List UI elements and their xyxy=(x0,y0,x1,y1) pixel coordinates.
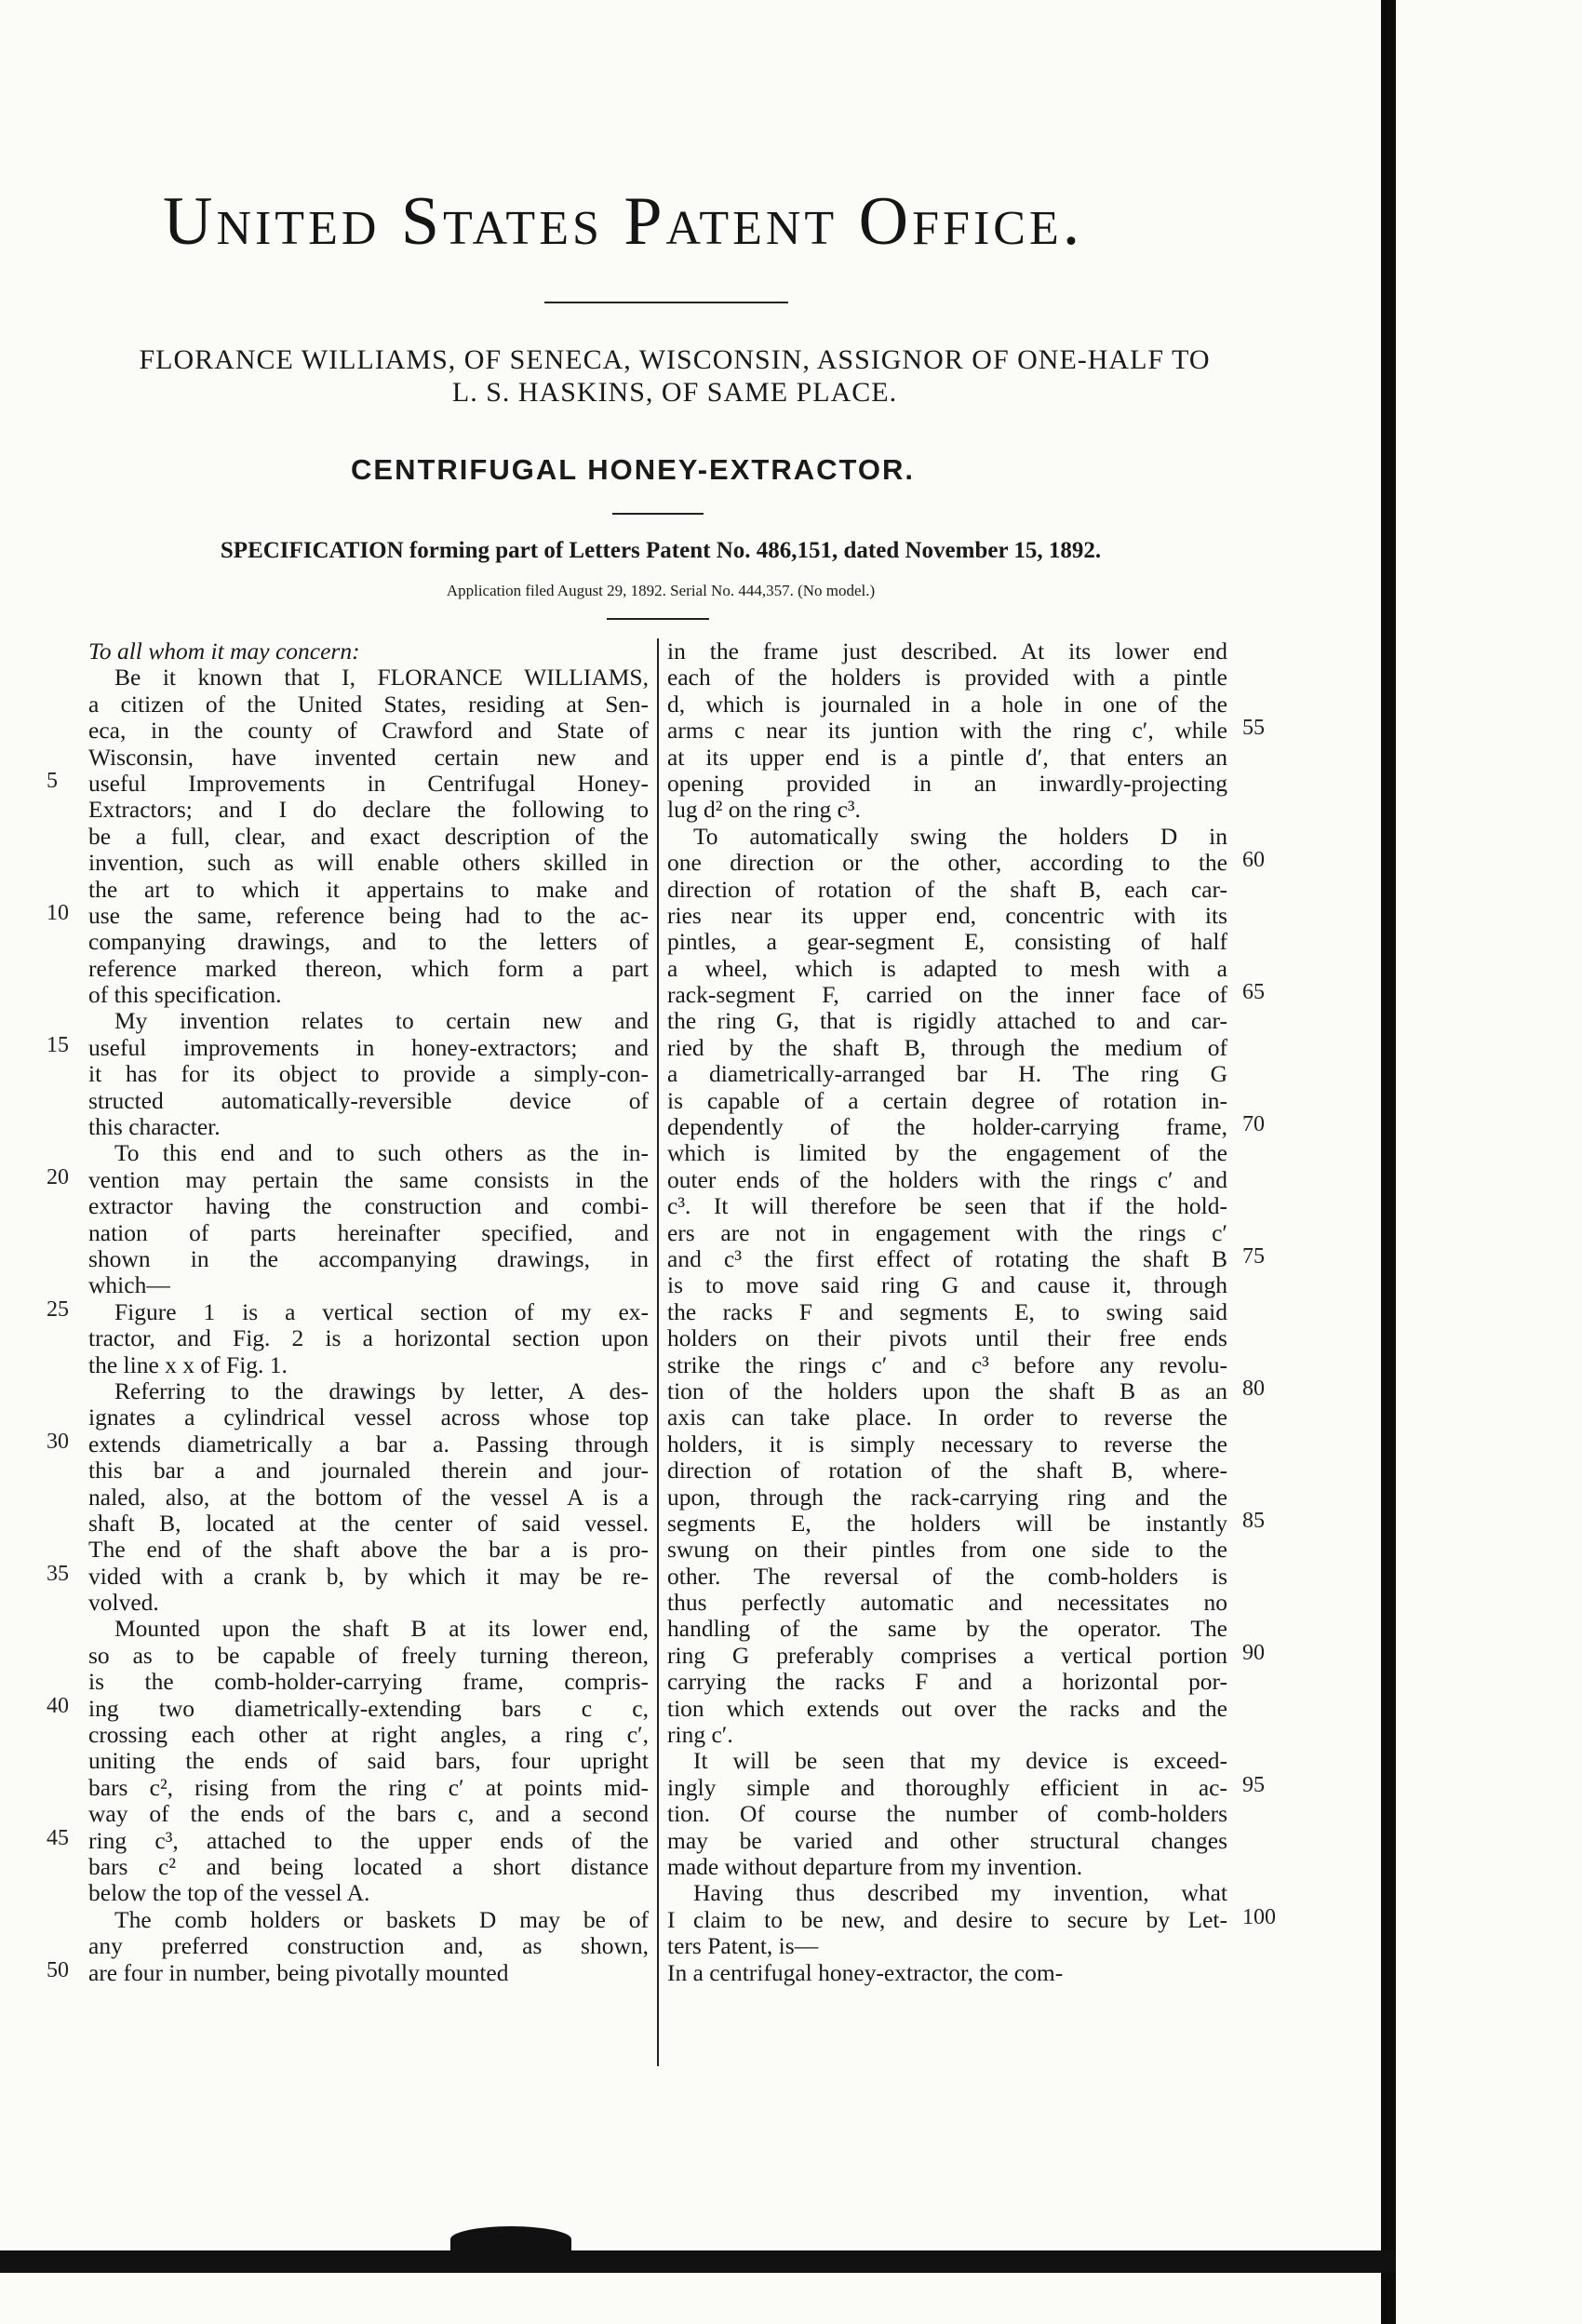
text-line: be a full, clear, and exact description of the xyxy=(88,822,649,850)
inventor-line-1: FLORANCE WILLIAMS, OF SENECA, WISCONSIN, ASSIGNOR OF ONE-HALF TO xyxy=(139,344,1211,375)
text-line: ters Patent, is— xyxy=(667,1932,819,1960)
line-number: 35 xyxy=(47,1562,69,1586)
text-line: opening provided in an inwardly-projecting xyxy=(667,769,1227,797)
line-number: 40 xyxy=(47,1694,69,1718)
text-line: upon, through the rack-carrying ring and the xyxy=(667,1483,1227,1511)
text-line: invention, such as will enable others skilled in xyxy=(88,849,649,877)
text-line: the racks F and segments E, to swing said xyxy=(667,1297,1227,1325)
line-number: 15 xyxy=(47,1033,69,1057)
text-line: nation of parts hereinafter specified, and xyxy=(88,1218,649,1246)
text-line: naled, also, at the bottom of the vessel A is a xyxy=(88,1483,649,1511)
text-line: tractor, and Fig. 2 is a horizontal section upon xyxy=(88,1324,649,1352)
text-line: bars c² and being located a short distance xyxy=(88,1852,649,1880)
text-line: ried by the shaft B, through the medium of xyxy=(667,1033,1227,1061)
text-line: useful Improvements in Centrifugal Honey- xyxy=(88,769,649,797)
text-line: one direction or the other, according to the xyxy=(667,849,1227,877)
text-line: is capable of a certain degree of rotation in- xyxy=(667,1086,1227,1114)
text-line: Figure 1 is a vertical section of my ex- xyxy=(114,1297,649,1325)
text-line: ring G preferably comprises a vertical portion xyxy=(667,1641,1227,1669)
text-line: holders on their pivots until their free ends xyxy=(667,1324,1227,1352)
text-line: rack-segment F, carried on the inner face of xyxy=(667,981,1227,1009)
subtitle-rule xyxy=(612,513,704,515)
line-number: 10 xyxy=(47,901,69,925)
text-line: Mounted upon the shaft B at its lower end, xyxy=(114,1615,649,1643)
line-number: 75 xyxy=(1242,1244,1265,1269)
text-line: ries near its upper end, concentric with its xyxy=(667,901,1227,929)
text-line: Be it known that I, FLORANCE WILLIAMS, xyxy=(114,664,649,692)
line-number: 70 xyxy=(1242,1112,1265,1137)
text-line: ring c³, attached to the upper ends of the xyxy=(88,1826,649,1854)
text-line: I claim to be new, and desire to secure by Let- xyxy=(667,1905,1227,1933)
text-line: To all whom it may concern: xyxy=(88,638,360,665)
text-line: axis can take place. In order to reverse the xyxy=(667,1404,1227,1431)
text-line: direction of rotation of the shaft B, each car- xyxy=(667,875,1227,903)
text-line: ring c′. xyxy=(667,1721,733,1749)
text-line: so as to be capable of freely turning thereon, xyxy=(88,1641,649,1669)
scan-bottom-band xyxy=(0,2250,1396,2273)
text-line: segments E, the holders will be instantly xyxy=(667,1509,1227,1537)
text-line: of this specification. xyxy=(88,981,282,1009)
text-line: is to move said ring G and cause it, through xyxy=(667,1271,1227,1299)
text-line: ingly simple and thoroughly efficient in ac- xyxy=(667,1773,1227,1801)
line-number: 95 xyxy=(1242,1773,1265,1798)
text-line: tion of the holders upon the shaft B as an xyxy=(667,1377,1227,1404)
line-number: 60 xyxy=(1242,848,1265,873)
line-number: 100 xyxy=(1242,1905,1276,1930)
text-line: this bar a and journaled therein and jour- xyxy=(88,1457,649,1484)
application-filed-line: Application filed August 29, 1892. Serial No. 444,357. (No model.) xyxy=(446,582,876,599)
line-number: 30 xyxy=(47,1430,69,1454)
text-line: shown in the accompanying drawings, in xyxy=(88,1244,649,1272)
text-line: Wisconsin, have invented certain new and xyxy=(88,743,649,771)
text-line: lug d² on the ring c³. xyxy=(667,796,861,824)
text-line: the line x x of Fig. 1. xyxy=(88,1350,288,1378)
text-line: holders, it is simply necessary to reverse the xyxy=(667,1430,1227,1458)
line-number: 90 xyxy=(1242,1641,1265,1666)
text-line: strike the rings c′ and c³ before any revolu- xyxy=(667,1350,1227,1378)
text-line: the ring G, that is rigidly attached to and car- xyxy=(667,1007,1227,1035)
text-line: below the top of the vessel A. xyxy=(88,1879,370,1907)
text-line: which is limited by the engagement of the xyxy=(667,1139,1227,1167)
line-number: 80 xyxy=(1242,1377,1265,1402)
column-divider xyxy=(657,638,659,2066)
invention-title: CENTRIFUGAL HONEY-EXTRACTOR. xyxy=(351,453,915,486)
text-line: this character. xyxy=(88,1113,221,1141)
text-line: in the frame just described. At its lower end xyxy=(667,638,1227,665)
text-line: ignates a cylindrical vessel across whose top xyxy=(88,1404,649,1431)
text-line: tion which extends out over the racks and the xyxy=(667,1694,1227,1722)
line-number: 5 xyxy=(47,769,58,793)
text-line: extends diametrically a bar a. Passing through xyxy=(88,1430,649,1458)
line-number: 85 xyxy=(1242,1509,1265,1534)
text-line: volved. xyxy=(88,1589,159,1617)
text-line: vention may pertain the same consists in the xyxy=(88,1165,649,1193)
text-line: reference marked thereon, which form a part xyxy=(88,954,649,982)
text-line: a citizen of the United States, residing at Sen- xyxy=(88,690,649,718)
text-line: To this end and to such others as the in- xyxy=(114,1139,649,1167)
specification-line: SPECIFICATION forming part of Letters Patent No. 486,151, dated November 15, 1892. xyxy=(220,538,1102,563)
scan-edge xyxy=(1381,0,1396,2324)
text-line: Extractors; and I do declare the following to xyxy=(88,796,649,824)
left-text-column xyxy=(88,638,649,1986)
line-number: 50 xyxy=(47,1958,69,1982)
text-line: useful improvements in honey-extractors; and xyxy=(88,1033,649,1061)
line-number: 25 xyxy=(47,1297,69,1322)
scan-blot xyxy=(450,2226,571,2252)
text-line: which— xyxy=(88,1271,170,1299)
text-line: eca, in the county of Crawford and State of xyxy=(88,717,649,745)
text-line: uniting the ends of said bars, four upright xyxy=(88,1747,649,1775)
line-number: 55 xyxy=(1242,716,1265,741)
text-line: the art to which it appertains to make and xyxy=(88,875,649,903)
text-line: thus perfectly automatic and necessitates no xyxy=(667,1589,1227,1617)
text-line: outer ends of the holders with the rings c′ and xyxy=(667,1165,1227,1193)
text-line: ing two diametrically-extending bars c c, xyxy=(88,1694,649,1722)
text-line: The end of the shaft above the bar a is pro- xyxy=(88,1536,649,1564)
text-line: dependently of the holder-carrying frame, xyxy=(667,1113,1227,1141)
line-number: 20 xyxy=(47,1165,69,1189)
text-line: is the comb-holder-carrying frame, compris- xyxy=(88,1668,649,1696)
text-line: c³. It will therefore be seen that if the hold- xyxy=(667,1192,1227,1220)
text-line: structed automatically-reversible device of xyxy=(88,1086,649,1114)
office-title: United States Patent Office. xyxy=(163,183,1084,260)
text-line: ers are not in engagement with the rings c′ xyxy=(667,1218,1227,1246)
text-line: are four in number, being pivotally mounted xyxy=(88,1958,509,1986)
text-line: swung on their pintles from one side to the xyxy=(667,1536,1227,1564)
text-line: bars c², rising from the ring c′ at points mid- xyxy=(88,1773,649,1801)
text-line: each of the holders is provided with a pintle xyxy=(667,664,1227,692)
right-text-column xyxy=(667,638,1227,1986)
text-line: made without departure from my invention. xyxy=(667,1852,1083,1880)
text-line: a wheel, which is adapted to mesh with a xyxy=(667,954,1227,982)
text-line: direction of rotation of the shaft B, where- xyxy=(667,1457,1227,1484)
text-line: and c³ the first effect of rotating the shaft B xyxy=(667,1244,1227,1272)
text-line: shaft B, located at the center of said vessel. xyxy=(88,1509,649,1537)
text-line: use the same, reference being had to the ac- xyxy=(88,901,649,929)
text-line: Having thus described my invention, what xyxy=(693,1879,1227,1907)
title-rule xyxy=(544,302,788,303)
text-line: vided with a crank b, by which it may be re- xyxy=(88,1562,649,1590)
text-line: d, which is journaled in a hole in one of the xyxy=(667,690,1227,718)
text-line: any preferred construction and, as shown, xyxy=(88,1932,649,1960)
text-line: My invention relates to certain new and xyxy=(114,1007,649,1035)
text-line: other. The reversal of the comb-holders is xyxy=(667,1562,1227,1590)
line-number: 65 xyxy=(1242,980,1265,1005)
text-line: handling of the same by the operator. The xyxy=(667,1615,1227,1643)
text-line: may be varied and other structural changes xyxy=(667,1826,1227,1854)
text-line: pintles, a gear-segment E, consisting of half xyxy=(667,928,1227,956)
text-line: carrying the racks F and a horizontal por- xyxy=(667,1668,1227,1696)
body-rule xyxy=(607,618,709,620)
text-line: extractor having the construction and combi- xyxy=(88,1192,649,1220)
text-line: In a centrifugal honey-extractor, the com- xyxy=(667,1958,1064,1986)
text-line: way of the ends of the bars c, and a second xyxy=(88,1800,649,1828)
inventor-line-2: L. S. HASKINS, OF SAME PLACE. xyxy=(451,377,898,408)
text-line: It will be seen that my device is exceed- xyxy=(693,1747,1227,1775)
text-line: To automatically swing the holders D in xyxy=(693,822,1227,850)
text-line: Referring to the drawings by letter, A des- xyxy=(114,1377,649,1404)
text-line: companying drawings, and to the letters of xyxy=(88,928,649,956)
text-line: tion. Of course the number of comb-holders xyxy=(667,1800,1227,1828)
text-line: at its upper end is a pintle d′, that enters an xyxy=(667,743,1227,771)
line-number: 45 xyxy=(47,1826,69,1850)
text-line: it has for its object to provide a simply-con- xyxy=(88,1060,649,1088)
text-line: The comb holders or baskets D may be of xyxy=(114,1905,649,1933)
text-line: a diametrically-arranged bar H. The ring G xyxy=(667,1060,1227,1088)
text-line: arms c near its juntion with the ring c′, while xyxy=(667,717,1227,745)
text-line: crossing each other at right angles, a ring c′, xyxy=(88,1721,649,1749)
